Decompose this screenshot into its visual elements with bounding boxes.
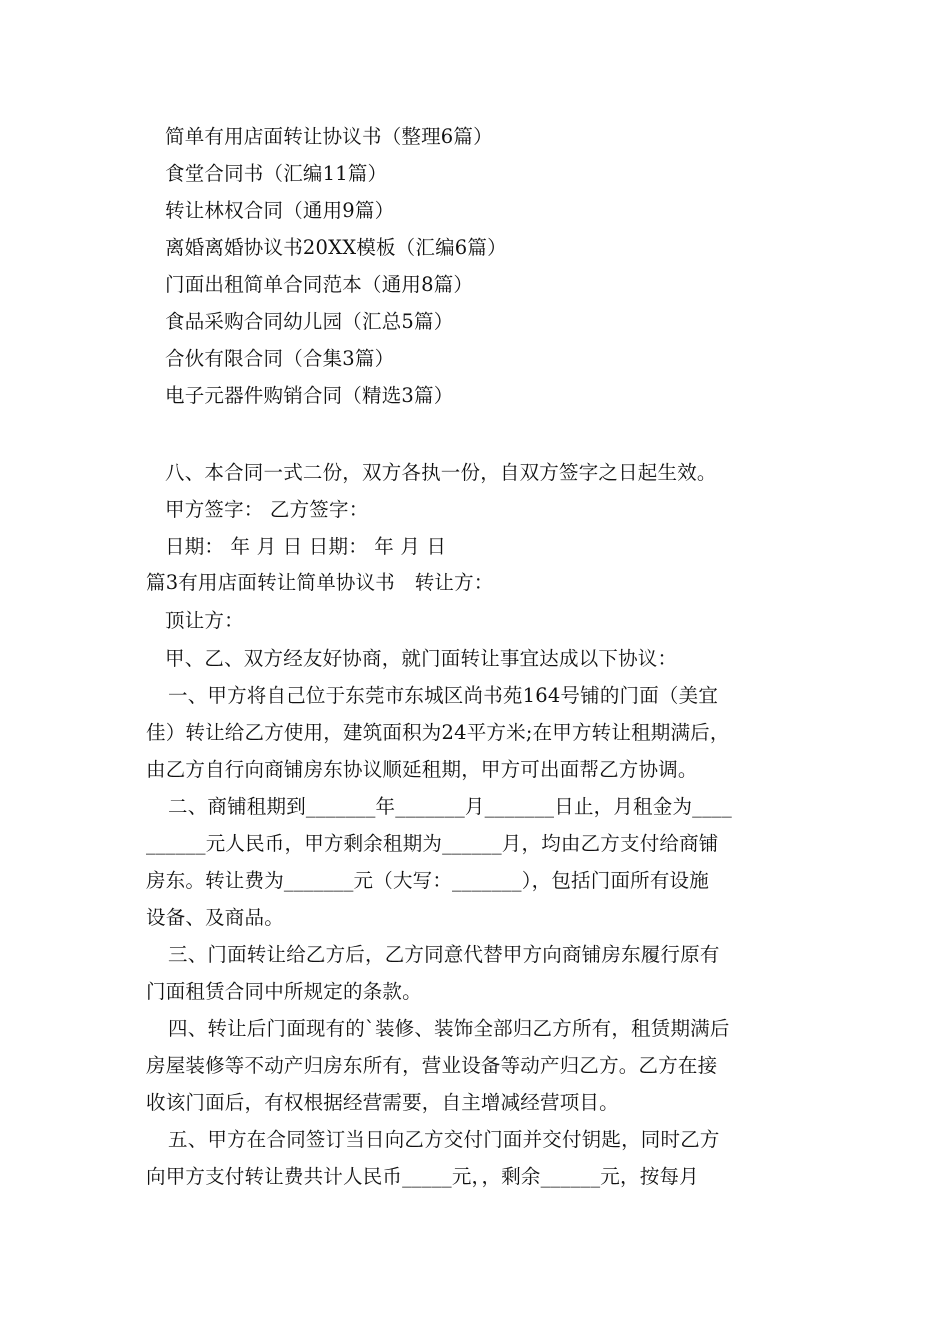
- clause-1-line: 佳）转让给乙方使用，建筑面积为24平方米;在甲方转让租期满后，: [146, 721, 730, 744]
- signature-line: 甲方签字： 乙方签字：: [165, 498, 369, 521]
- section-title: 篇3有用店面转让简单协议书 转让方：: [146, 571, 494, 594]
- article-8: 八、本合同一式二份，双方各执一份，自双方签字之日起生效。: [165, 461, 717, 484]
- clause-3-line: 三、门面转让给乙方后，乙方同意代替甲方向商铺房东履行原有: [168, 943, 720, 966]
- clause-1-line: 一、甲方将自己位于东莞市东城区尚书苑164号铺的门面（美宜: [168, 684, 719, 707]
- clause-2-line: ______元人民币，甲方剩余租期为______月，均由乙方支付给商铺: [146, 832, 719, 855]
- clause-4-line: 四、转让后门面现有的`装修、装饰全部归乙方所有，租赁期满后: [168, 1017, 730, 1040]
- related-item[interactable]: 合伙有限合同（合集3篇）: [165, 347, 395, 370]
- clause-5-line: 五、甲方在合同签订当日向乙方交付门面并交付钥匙，同时乙方: [168, 1128, 720, 1151]
- related-item[interactable]: 食堂合同书（汇编11篇）: [165, 162, 388, 185]
- clause-2-line: 二、商铺租期到_______年_______月_______日止，月租金为____: [168, 795, 732, 818]
- clause-2-line: 房东。转让费为_______元（大写：_______），包括门面所有设施: [146, 869, 709, 892]
- clause-1-line: 由乙方自行向商铺房东协议顺延租期，甲方可出面帮乙方协调。: [146, 758, 698, 781]
- clause-4-line: 房屋装修等不动产归房东所有，营业设备等动产归乙方。乙方在接: [146, 1054, 718, 1077]
- clause-4-line: 收该门面后，有权根据经营需要，自主增减经营项目。: [146, 1091, 619, 1114]
- clause-3-line: 门面租赁合同中所规定的条款。: [146, 980, 422, 1003]
- related-item[interactable]: 食品采购合同幼儿园（汇总5篇）: [165, 310, 454, 333]
- date-line: 日期： 年 月 日 日期： 年 月 日: [165, 535, 447, 558]
- transferee-line: 顶让方：: [165, 609, 244, 632]
- related-item[interactable]: 离婚离婚协议书20XX模板（汇编6篇）: [165, 236, 507, 259]
- clause-5-line: 向甲方支付转让费共计人民币_____元，，剩余______元，按每月: [146, 1165, 699, 1188]
- clause-2-line: 设备、及商品。: [146, 906, 284, 929]
- intro-paragraph: 甲、乙、双方经友好协商，就门面转让事宜达成以下协议：: [165, 647, 678, 670]
- related-item[interactable]: 简单有用店面转让协议书（整理6篇）: [165, 125, 493, 148]
- related-item[interactable]: 门面出租简单合同范本（通用8篇）: [165, 273, 474, 296]
- related-item[interactable]: 电子元器件购销合同（精选3篇）: [165, 384, 454, 407]
- related-item[interactable]: 转让林权合同（通用9篇）: [165, 199, 395, 222]
